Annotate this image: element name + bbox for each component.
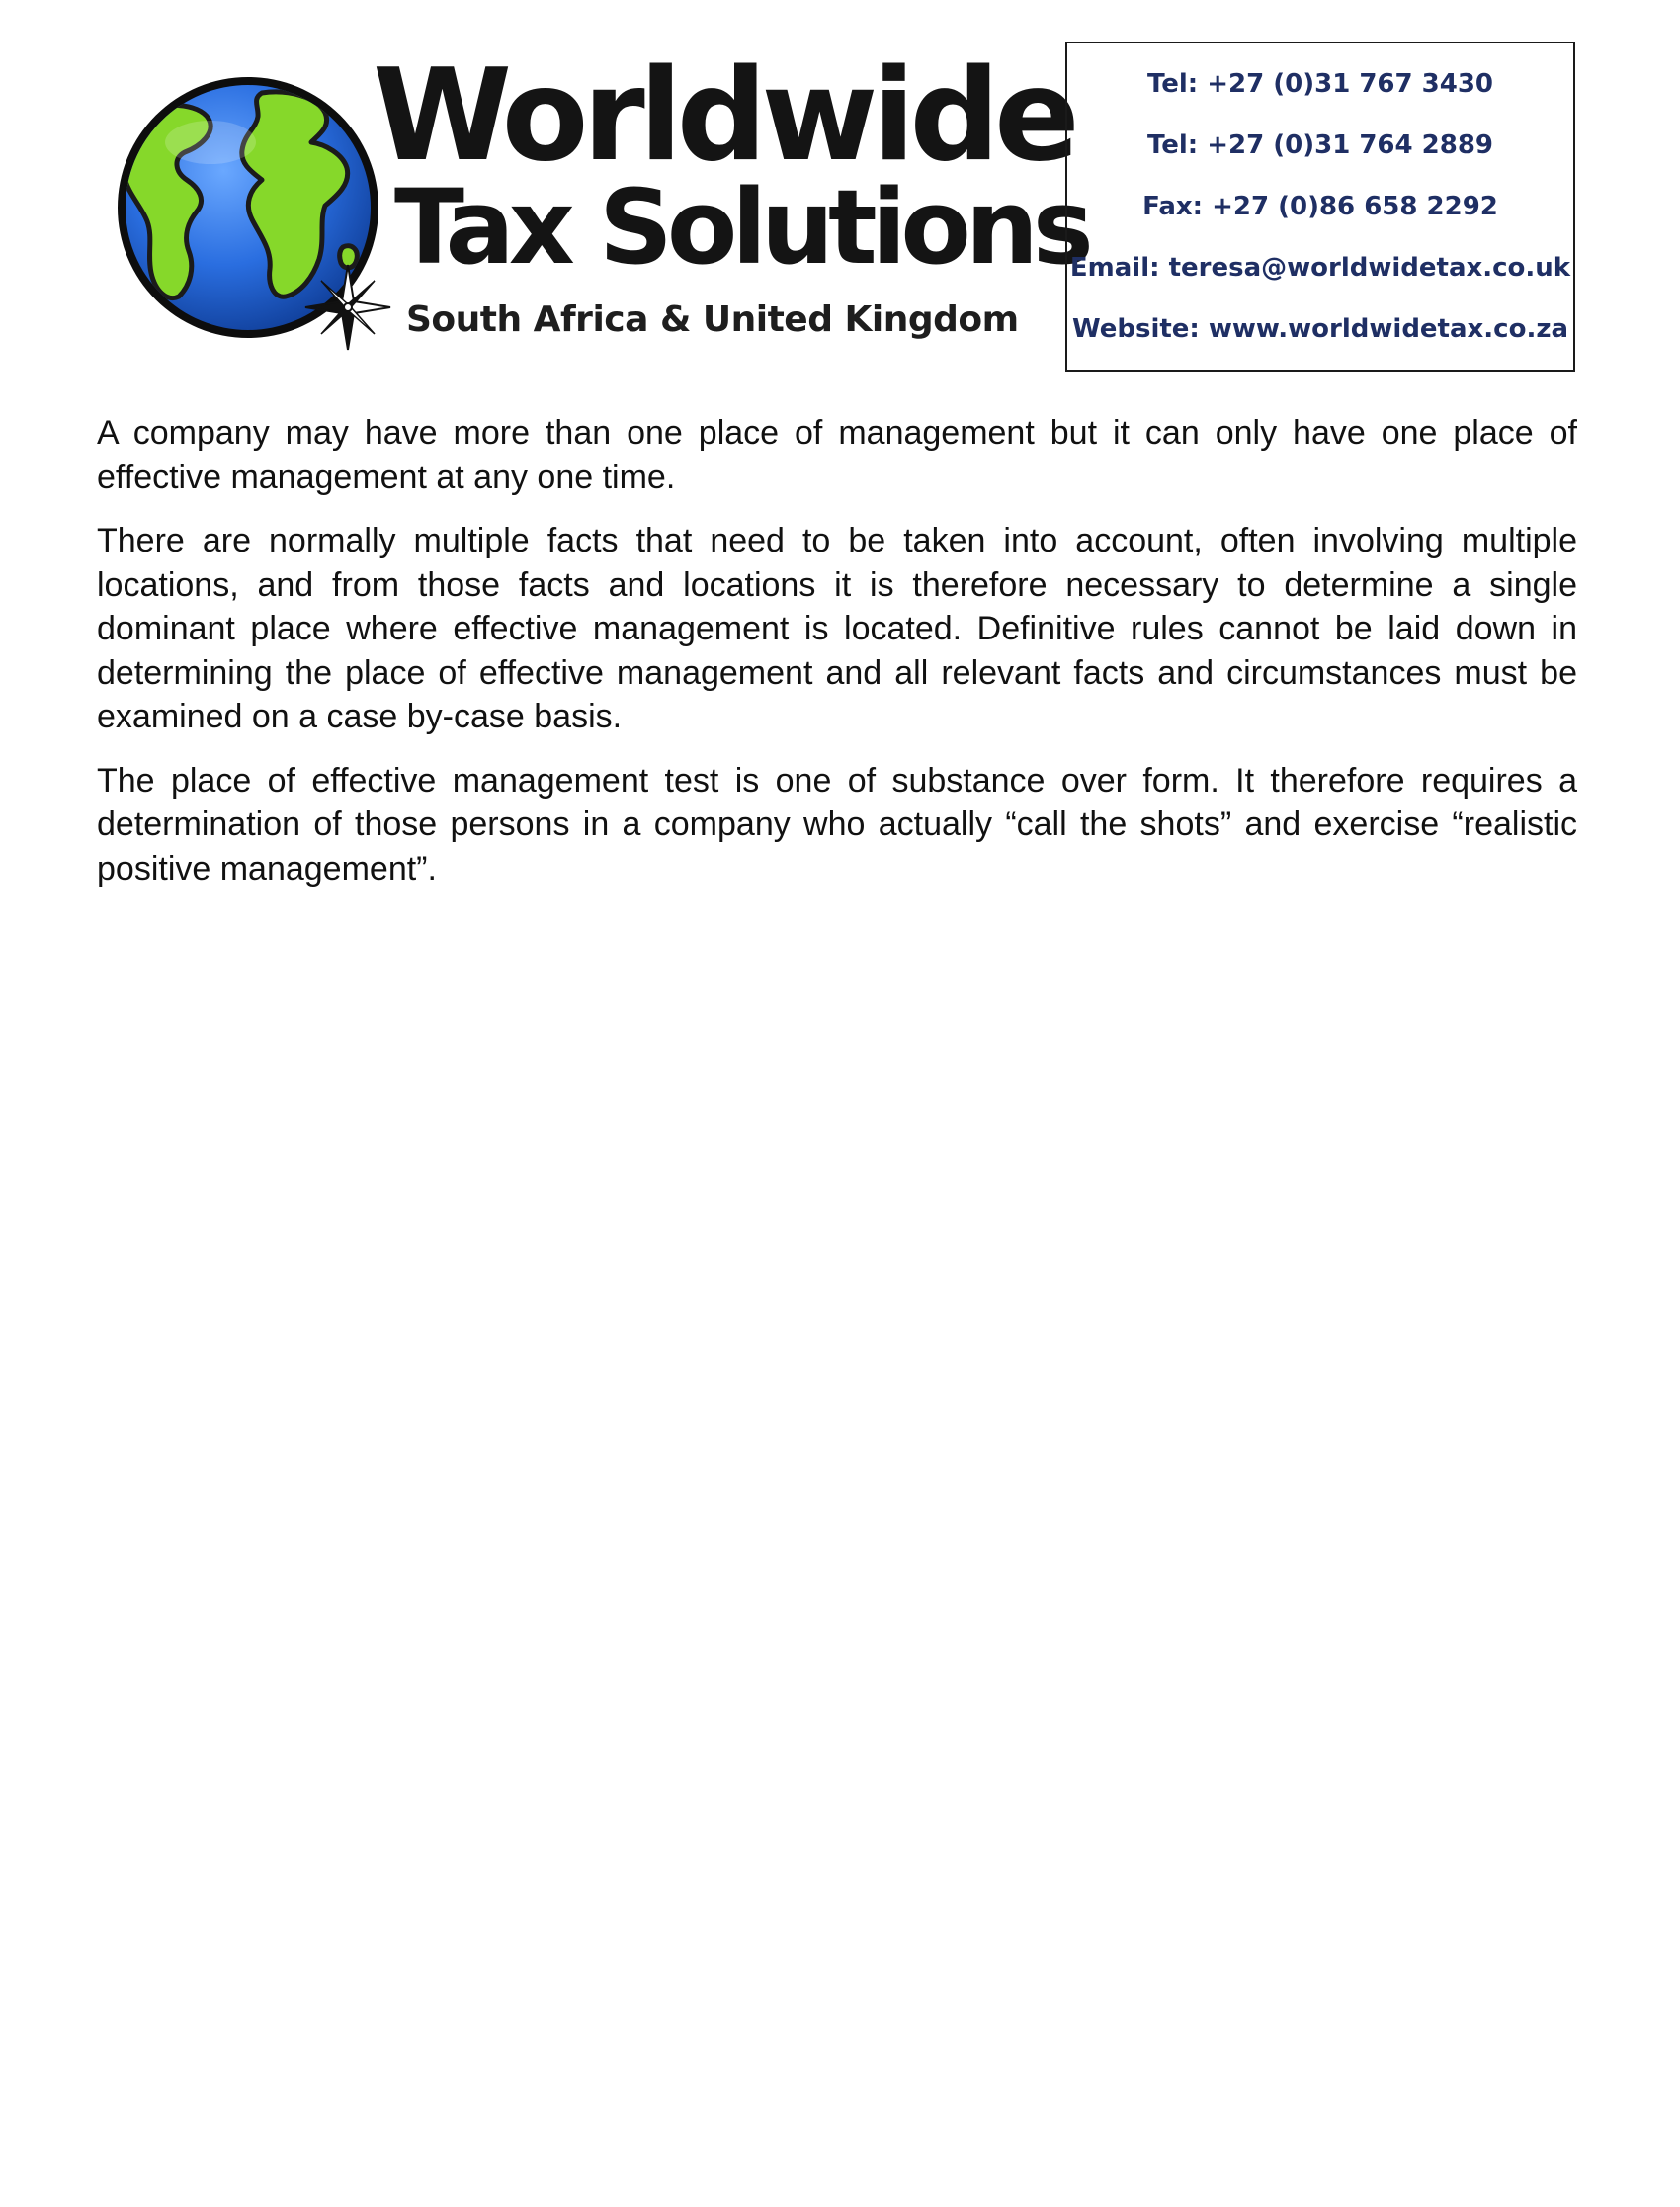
contact-info-box <box>1065 42 1575 372</box>
paragraph: A company may have more than one place of management but it can only have one place of effective management at any one time. <box>97 414 1577 496</box>
contact-email: Email: teresa@worldwidetax.co.uk <box>1069 253 1571 283</box>
contact-fax: Fax: +27 (0)86 658 2292 <box>1142 192 1498 221</box>
contact-tel-2: Tel: +27 (0)31 764 2889 <box>1146 130 1494 160</box>
company-logo <box>114 42 1088 356</box>
brand-name-line1: Worldwide <box>373 42 1074 190</box>
brand-name-line2: Tax Solutions <box>394 167 1088 288</box>
brand-tagline: South Africa & United Kingdom <box>406 299 1019 340</box>
contact-tel-1: Tel: +27 (0)31 767 3430 <box>1146 69 1494 99</box>
compass-rose-icon <box>303 263 392 352</box>
document-body <box>97 411 1577 910</box>
paragraph: There are normally multiple facts that need to be taken into account, often involving multiple locations, and from those facts and locations it is therefore necessary to determine a single dominant place where effective management is located. Definitive rules cannot be laid down in determining the place of effective management and all relevant facts and circumstances must be examined on a case by-case basis. <box>97 522 1577 735</box>
paragraph: The place of effective management test is one of substance over form. It therefore requires a determination of those persons in a company who actually “call the shots” and exercise “realistic positive management”. <box>97 761 1577 888</box>
contact-website: Website: www.worldwidetax.co.za <box>1071 314 1569 344</box>
